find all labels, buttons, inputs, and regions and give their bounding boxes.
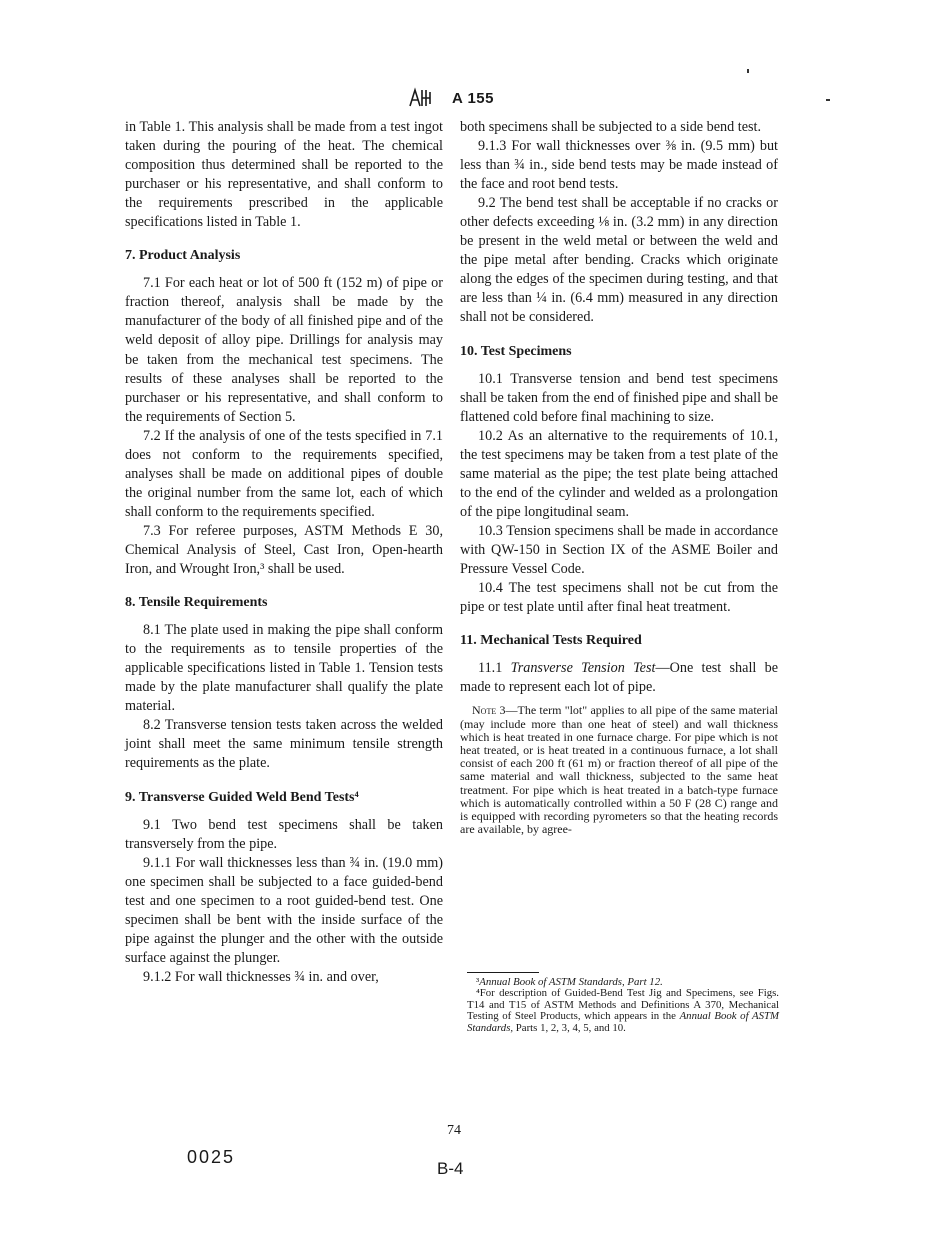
section-9-heading: 9. Transverse Guided Weld Bend Tests⁴ (125, 789, 359, 805)
footnote-4 (467, 988, 779, 1034)
page-header (408, 86, 494, 110)
paragraph-9-1-3: 9.1.3 For wall thicknesses over ⅜ in. (9.5 mm) but less than ¾ in., side bend tests may be made instead of the face and root bend tests. (460, 138, 778, 193)
footnote-3-mark: ³ (476, 976, 480, 988)
section-11-heading: 11. Mechanical Tests Required (460, 633, 642, 649)
paragraph-9-2: 9.2 The bend test shall be acceptable if no cracks or other defects exceeding ⅛ in. (3.2 mm) in any direction be present in the weld metal or between the weld and the pipe metal after bending. Cracks which originate along the edges of the specimen during testing, and that are less than ¼ in. (6.4 mm) measured in any direction shall not be considered. (460, 195, 778, 326)
paragraph-9-1: 9.1 Two bend test specimens shall be taken transversely from the pipe. (125, 816, 443, 852)
paragraph-7-2: 7.2 If the analysis of one of the tests specified in 7.1 does not conform to the requirements specified, analyses shall be made on additional pipes of double the original number from the same lot, each of which shall conform to the requirements specified. (125, 427, 443, 520)
footnote-4-mark: ⁴ (476, 987, 480, 1000)
document-designation: A 155 (452, 89, 494, 107)
note-3-text: —The term "lot" applies to all pipe of the same material (may include more than one heat of steel) and wall thickness which is heat treated in one furnace charge. For pipe which is not heat treated, or is heat treated in a continuous furnace, a lot shall consist of each 200 ft (61 m) or fraction thereof of all pipe of the same material and wall thickness, subjected to the same heat treatment. For pipe which is heat treated in a batch-type furnace which is automatically controlled within a 50 F (28 C) range and is equipped with recording pyrometers so that the heating records are available, by agree- (460, 703, 778, 837)
note-3 (460, 704, 778, 836)
paragraph-10-3: 10.3 Tension specimens shall be made in accordance with QW-150 in Section IX of the ASME Boiler and Pressure Vessel Code. (460, 522, 778, 578)
scan-speck (747, 69, 749, 73)
left-column (125, 118, 443, 987)
paragraph-11-1 (460, 659, 778, 697)
paragraph-11-1-title: Transverse Tension Test (510, 660, 656, 677)
footnote-4-text-b: Parts 1, 2, 3, 4, 5, and 10. (513, 1021, 626, 1034)
note-3-label: Note 3 (472, 703, 506, 718)
paragraph-7-3: 7.3 For referee purposes, ASTM Methods E 30, Chemical Analysis of Steel, Cast Iron, Open-hearth Iron, and Wrought Iron,³ shall be used. (125, 522, 443, 578)
footnote-4-text-a: For description of Guided-Bend Test Jig and Specimens, see Figs. T14 and T15 of ASTM Methods and Definitions A 370, Mechanical Testing of Steel Products, which appears in the (467, 987, 779, 1023)
paragraph-9-1-2: 9.1.2 For wall thicknesses ¾ in. and over, (143, 968, 379, 985)
paragraph-11-1-text: —One test shall be made to represent each lot of pipe. (460, 660, 779, 696)
astm-logo-icon (408, 86, 434, 110)
paragraph-7-1: 7.1 For each heat or lot of 500 ft (152 m) of pipe or fraction thereof, analysis shall be made by the manufacturer of the body of all finished pipe and of the weld deposit of alloy pipe. Drillings for analysis may be taken from the mechanical test specimens. The results of these analyses shall be reported to the purchaser or his representative, and shall conform to the requirements of Section 5. (125, 275, 443, 425)
paragraph-9-1-1: 9.1.1 For wall thicknesses less than ¾ in. (19.0 mm) one specimen shall be subjected to a face guided-bend test and one specimen to a root guided-bend test. One specimen shall be bent with the inside surface of the pipe against the plunger and the other with the outside surface against the plunger. (125, 854, 443, 966)
handwritten-mark-left: 0025 (187, 1147, 236, 1167)
paragraph-continued: both specimens shall be subjected to a side bend test. (460, 119, 762, 135)
section-8-heading: 8. Tensile Requirements (125, 595, 268, 611)
scan-speck (826, 99, 830, 101)
footnotes (467, 972, 779, 1034)
handwritten-mark-bottom: B-4 (437, 1159, 464, 1178)
paragraph-10-2: 10.2 As an alternative to the requirements of 10.1, the test specimens may be taken from a test plate of the same material as the pipe; the test plate being attached to the end of the cylinder and welded as a prolongation of the pipe longitudinal seam. (460, 427, 778, 520)
page-number: 74 (447, 1123, 461, 1138)
paragraph-11-1-number: 11.1 (478, 660, 503, 677)
paragraph-8-1: 8.1 The plate used in making the pipe shall conform to the requirements as to tensile properties of the applicable specifications listed in Table 1. Tension tests made by the plate manufacturer shall qualify the plate material. (125, 622, 443, 715)
paragraph-10-4: 10.4 The test specimens shall not be cut from the pipe or test plate until after final heat treatment. (460, 580, 778, 616)
section-10-heading: 10. Test Specimens (460, 343, 572, 359)
section-7-heading: 7. Product Analysis (125, 248, 241, 264)
footnote-4-italic: Annual Book of ASTM Standards, (467, 1010, 779, 1034)
footnote-rule (467, 972, 539, 973)
paragraph-10-1: 10.1 Transverse tension and bend test specimens shall be taken from the end of finished pipe and shall be flattened cold before final machining to size. (460, 370, 778, 425)
right-column (460, 118, 778, 836)
footnote-3-text: Annual Book of ASTM Standards, Part 12. (479, 976, 663, 988)
paragraph-intro: in Table 1. This analysis shall be made from a test ingot taken during the pouring of the heat. The chemical composition thus determined shall be reported to the purchaser or his representative, and shall conform to the requirements prescribed in the applicable specifications listed in Table 1. (125, 119, 443, 231)
paragraph-8-2: 8.2 Transverse tension tests taken across the welded joint shall meet the same minimum tensile strength requirements as the plate. (125, 717, 443, 772)
